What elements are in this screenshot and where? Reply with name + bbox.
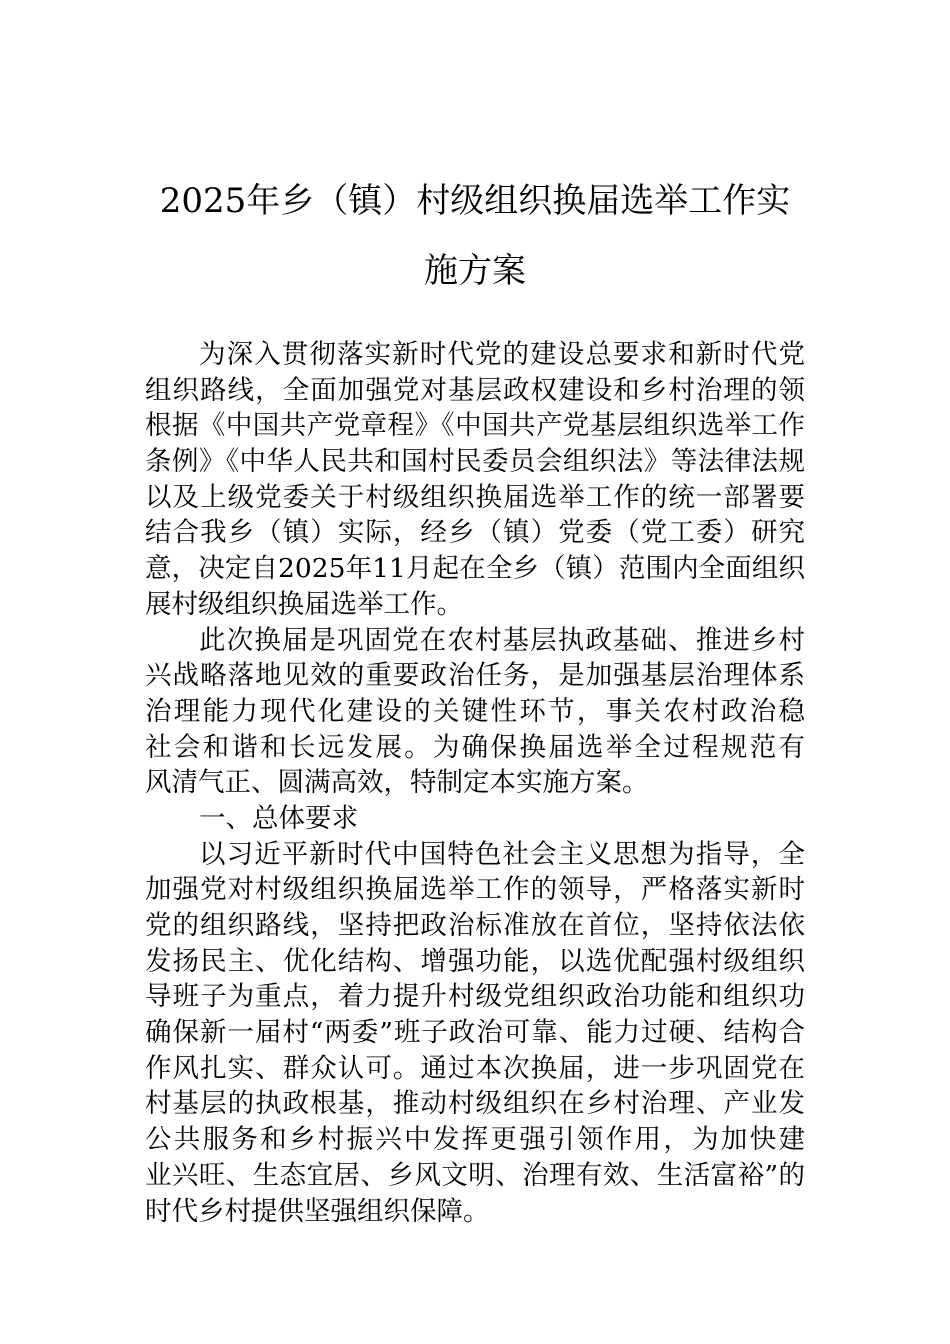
text-line: 以及上级党委关于村级组织换届选举工作的统一部署要 — [145, 481, 805, 513]
document-title — [0, 166, 950, 306]
document-body — [145, 337, 805, 1229]
text-line: 以习近平新时代中国特色社会主义思想为指导，全 — [199, 838, 805, 870]
text-line: 时代乡村提供坚强组织保障。 — [145, 1195, 490, 1227]
text-line: 风清气正、圆满高效，特制定本实施方案。 — [145, 767, 649, 799]
text-line: 意，决定自2025年11月起在全乡（镇）范围内全面组织 — [145, 553, 805, 585]
text-line: 加强党对村级组织换届选举工作的领导，严格落实新时 — [145, 874, 805, 906]
text-line: 村基层的执政根基，推动村级组织在乡村治理、产业发 — [145, 1088, 805, 1120]
text-line: 作风扎实、群众认可。通过本次换届，进一步巩固党在 — [145, 1052, 805, 1084]
section-heading — [145, 801, 805, 837]
text-line: 为深入贯彻落实新时代党的建设总要求和新时代党 — [199, 339, 805, 370]
paragraph — [145, 623, 805, 801]
text-line: 条例》《中华人民共和国村民委员会组织法》等法律法规 — [145, 446, 805, 478]
paragraph — [145, 337, 805, 623]
title-line: 2025年乡（镇）村级组织换届选举工作实 — [159, 181, 791, 221]
text-line: 兴战略落地见效的重要政治任务，是加强基层治理体系 — [145, 660, 805, 692]
text-line: 业兴旺、生态宜居、乡风文明、治理有效、生活富裕”的 — [145, 1159, 805, 1191]
text-line: 发扬民主、优化结构、增强功能，以选优配强村级组织 — [145, 945, 805, 977]
paragraph — [145, 837, 805, 1230]
text-line: 一、总体要求 — [199, 802, 358, 834]
text-line: 根据《中国共产党章程》《中国共产党基层组织选举工作 — [145, 410, 805, 442]
text-line: 确保新一届村“两委”班子政治可靠、能力过硬、结构合 — [145, 1017, 805, 1049]
text-line: 结合我乡（镇）实际，经乡（镇）党委（党工委）研究 — [145, 517, 805, 549]
text-line: 导班子为重点，着力提升村级党组织政治功能和组织功 — [145, 981, 805, 1013]
text-line: 组织路线，全面加强党对基层政权建设和乡村治理的领 — [145, 374, 805, 406]
text-line: 党的组织路线，坚持把政治标准放在首位，坚持依法依 — [145, 910, 805, 941]
text-line: 社会和谐和长远发展。为确保换届选举全过程规范有 — [145, 731, 805, 763]
text-line: 治理能力现代化建设的关键性环节，事关农村政治稳 — [145, 695, 805, 727]
title-line: 施方案 — [424, 251, 526, 291]
text-line: 公共服务和乡村振兴中发挥更强引领作用，为加快建 — [145, 1124, 805, 1156]
text-line: 展村级组织换届选举工作。 — [145, 588, 463, 620]
text-line: 此次换届是巩固党在农村基层执政基础、推进乡村 — [199, 624, 805, 656]
